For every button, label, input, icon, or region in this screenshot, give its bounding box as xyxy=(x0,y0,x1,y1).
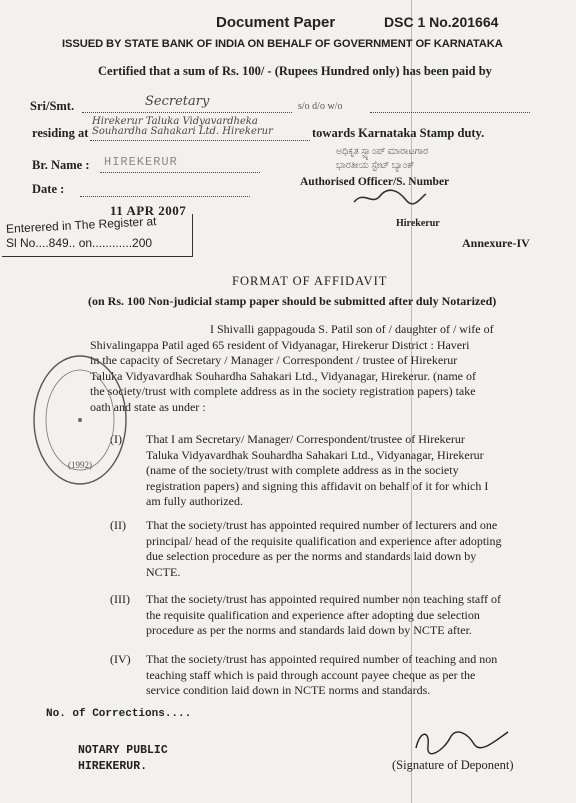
item-number: (II) xyxy=(110,518,126,532)
seal-year: (1992) xyxy=(68,460,92,470)
item-number: (III) xyxy=(110,592,130,606)
sri-underline xyxy=(82,112,292,113)
item-line: service condition laid down in NCTE norms and standards. xyxy=(146,683,431,698)
br-underline xyxy=(100,172,260,173)
certified-text: Certified that a sum of Rs. 100/ - (Rupees Hundred only) has been paid by xyxy=(98,64,492,78)
so-underline xyxy=(370,112,530,113)
register-line-1: Enterered in The Register at xyxy=(5,214,157,236)
item-line: That the society/trust has appointed required number of teaching and non xyxy=(146,652,498,666)
item-line: procedure as per the norms and standards laid down by NCTE after. xyxy=(146,623,472,638)
notary-place-label: HIREKERUR. xyxy=(78,760,148,773)
item-number: (IV) xyxy=(110,652,131,666)
affidavit-heading: FORMAT OF AFFIDAVIT xyxy=(232,274,388,288)
intro-line: the society/trust with complete address as in the society registration papers) take xyxy=(90,384,476,399)
date-stamp: 11 APR 2007 xyxy=(110,203,187,218)
intro-paragraph xyxy=(90,322,542,416)
so-label: s/o d/o w/o xyxy=(298,101,343,112)
item-paragraph xyxy=(146,652,546,699)
item-paragraph xyxy=(146,518,546,580)
br-label: Br. Name : xyxy=(32,158,90,172)
item-line: the requisite qualification and experience after adopting due selection xyxy=(146,607,480,622)
corrections-label: No. of Corrections.... xyxy=(46,708,192,720)
serial-number: DSC 1 No.201664 xyxy=(384,14,499,30)
date-underline xyxy=(80,196,250,197)
register-line-2: Sl No....849.. on............200 xyxy=(6,236,153,250)
affidavit-subheading: (on Rs. 100 Non-judicial stamp paper should be submitted after duly Notarized) xyxy=(88,294,497,308)
intro-line: in the capacity of Secretary / Manager / Correspondent / trustee of Hirekerur xyxy=(90,353,458,368)
notary-seal xyxy=(28,350,132,490)
item-line: am fully authorized. xyxy=(146,494,243,509)
item-line: due selection procedure as per the norms and standards laid down by xyxy=(146,549,477,564)
item-line: principal/ head of the requisite qualification and experience after adopting xyxy=(146,533,502,548)
issued-by: ISSUED BY STATE BANK OF INDIA ON BEHALF OF GOVERNMENT OF KARNATAKA xyxy=(62,38,503,50)
towards-text: towards Karnataka Stamp duty. xyxy=(312,126,485,140)
item-line: teaching staff which is paid through account payee cheque as per the xyxy=(146,667,476,682)
officer-signature xyxy=(350,186,430,208)
intro-line: oath and state as under : xyxy=(90,399,206,414)
register-box xyxy=(2,214,193,257)
signature-of-deponent-label: (Signature of Deponent) xyxy=(392,758,514,772)
date-label: Date : xyxy=(32,182,65,196)
intro-line: Shivalingappa Patil aged 65 resident of Vidyanagar, Hirekerur District : Haveri xyxy=(90,337,470,352)
org-line: Hirekerur Taluka Vidyavardheka xyxy=(92,116,258,127)
document-title: Document Paper xyxy=(216,14,336,31)
deponent-signature xyxy=(408,720,518,760)
intro-line: Taluka Vidyavardhak Souhardha Sahakari Ltd., Vidyanagar, Hirekerur. (name of xyxy=(90,368,476,383)
kannada-line-1: ಅಧಿಕೃತ ಸ್ಟ್ಯಾಂಪ್ ಮಾರಾಟಗಾರ xyxy=(336,147,429,157)
item-line: That the society/trust has appointed required number of lecturers and one xyxy=(146,518,498,532)
item-line: Taluka Vidyavardhak Souhardha Sahakari Ltd., Vidyanagar, Hirekerur xyxy=(146,447,484,462)
item-paragraph xyxy=(146,592,546,639)
item-line: NCTE. xyxy=(146,564,181,579)
notary-public-label: NOTARY PUBLIC xyxy=(78,744,168,757)
br-value: HIREKERUR xyxy=(104,155,178,169)
kannada-line-2: ಭಾರತೀಯ ಸ್ಟೇಟ್ ಬ್ಯಾಂಕ್ xyxy=(336,161,415,171)
annexure-label: Annexure-IV xyxy=(462,236,530,250)
hirekerur-label: Hirekerur xyxy=(396,218,440,229)
intro-line: I Shivalli gappagouda S. Patil son of / daughter of / wife of xyxy=(210,322,494,336)
item-line: That the society/trust has appointed required number non teaching staff of xyxy=(146,592,502,606)
item-line: (name of the society/trust with complete address as in the society xyxy=(146,463,459,478)
residing-underline xyxy=(90,140,310,141)
sri-value: Secretary xyxy=(145,94,210,109)
item-paragraph xyxy=(146,432,546,510)
item-line: registration papers) and signing this affidavit on behalf of it for which I xyxy=(146,478,489,493)
authorised-label: Authorised Officer/S. Number xyxy=(300,176,450,188)
sri-label: Sri/Smt. xyxy=(30,99,75,113)
item-line: That I am Secretary/ Manager/ Correspondent/trustee of Hirekerur xyxy=(146,432,465,446)
item-number: (I) xyxy=(110,432,122,446)
residing-label: residing at xyxy=(32,126,89,140)
residing-value: Souhardha Sahakari Ltd. Hirekerur xyxy=(92,126,273,137)
